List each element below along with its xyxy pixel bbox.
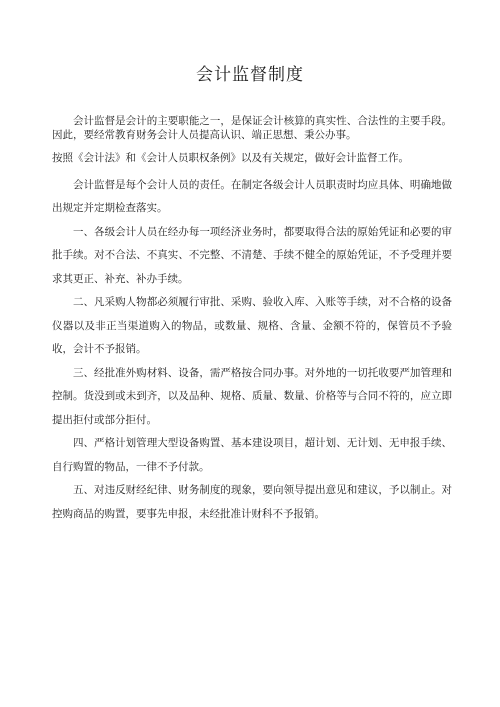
paragraph-item-4: 四、严格计划管理大型设备购置、基本建设项目，超计划、无计划、无申报手续、自行购置的物品，一律不予付款。: [52, 437, 452, 473]
paragraph-responsibility: 会计监督是每个会计人员的责任。在制定各级会计人员职责时均应具体、明确地做出规定并定期检查落实。: [52, 178, 452, 214]
document-body: [52, 114, 452, 526]
paragraph-legal-basis: 按照《会计法》和《会计人员职权条例》以及有关规定，做好会计监督工作。: [52, 152, 409, 164]
paragraph-intro: 会计监督是会计的主要职能之一，是保证会计核算的真实性、合法性的主要手段。因此，要经常教育财务会计人员提高认识、端正思想、秉公办事。: [52, 115, 452, 141]
paragraph-item-1: 一、各级会计人员在经办每一项经济业务时，都要取得合法的原始凭证和必要的审批手续。对不合法、不真实、不完整、不清楚、手续不健全的原始凭证，不予受理并要求其更正、补充、补办手续。: [52, 225, 452, 285]
page-title: 会计监督制度: [196, 65, 304, 85]
paragraph-item-5: 五、对违反财经纪律、财务制度的现象，要向领导提出意见和建议，予以制止。对控购商品的购置，要事先申报，未经批准计财科不予报销。: [52, 484, 452, 520]
paragraph-item-3: 三、经批准外购材料、设备，需严格按合同办事。对外地的一切托收要严加管理和控制。货没到或未到齐，以及品种、规格、质量、数量、价格等与合同不符的，应立即提出拒付或部分拒付。: [52, 366, 452, 426]
paragraph-item-2: 二、凡采购人物都必须履行审批、采购、验收入库、入账等手续，对不合格的设备仪器以及非正当渠道购入的物品，或数量、规格、含量、金额不符的，保管员不予验收，会计不予报销。: [52, 296, 452, 355]
